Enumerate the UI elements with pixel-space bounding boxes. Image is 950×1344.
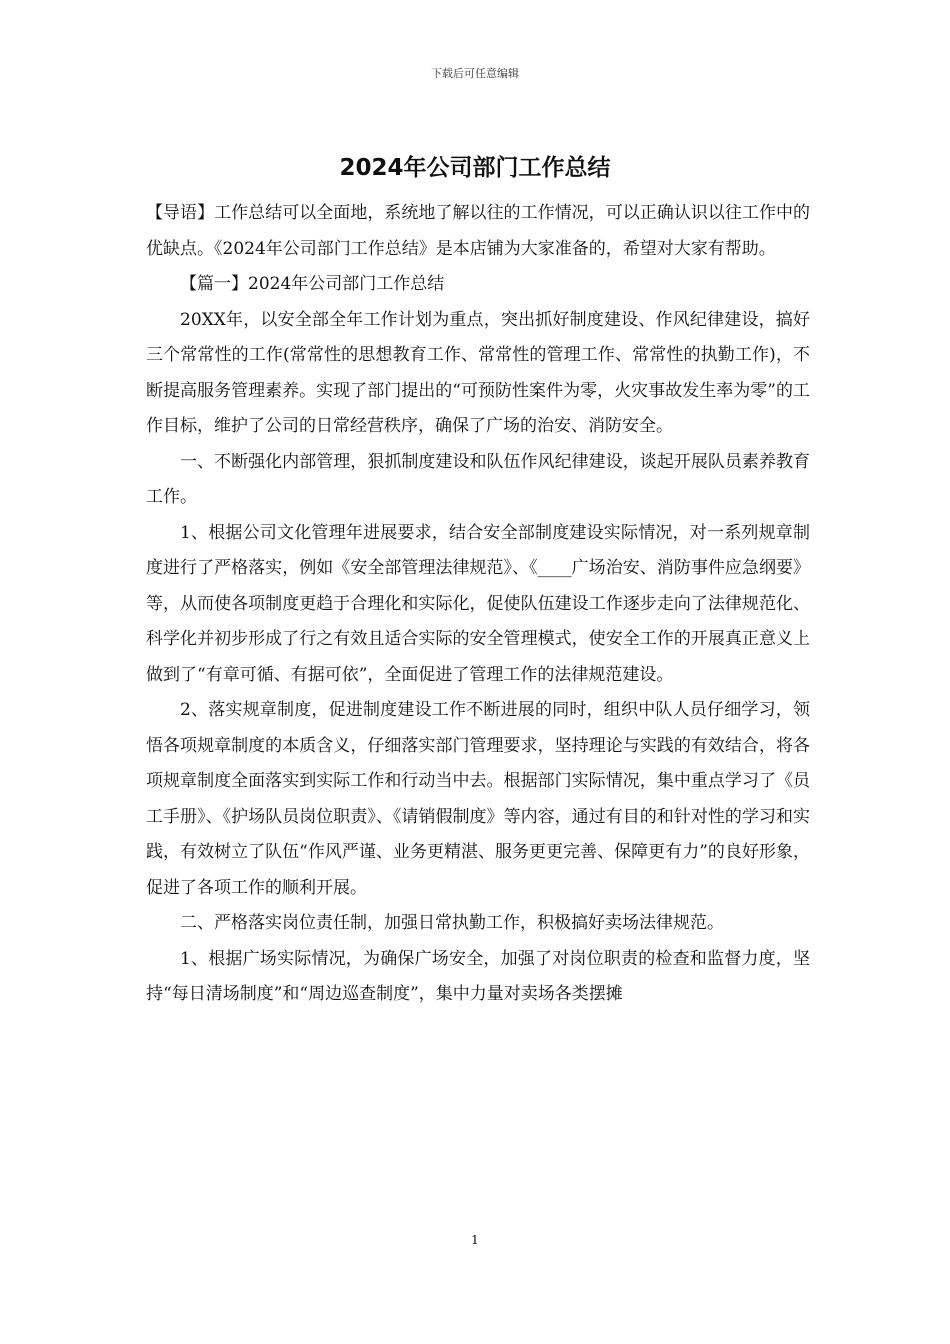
- intro-paragraph: 【导语】工作总结可以全面地，系统地了解以往的工作情况，可以正确认识以往工作中的优缺点。《2024年公司部门工作总结》是本店铺为大家准备的，希望对大家有帮助。: [146, 203, 810, 259]
- body-paragraph: 2、落实规章制度，促进制度建设工作不断进展的同时，组织中队人员仔细学习，领悟各项规章制度的本质含义，仔细落实部门管理要求，坚持理论与实践的有效结合，将各项规章制度全面落实到实际工作和行动当中去。根据部门实际情况，集中重点学习了《员工手册》、《护场队员岗位职责》、《请销假制度》等内容，通过有目的和针对性的学习和实践，有效树立了队伍“作风严谨、业务更精湛、服务更更完善、保障更有力”的良好形象，促进了各项工作的顺利开展。: [146, 700, 810, 898]
- body-paragraph: 1、根据公司文化管理年进展要求，结合安全部制度建设实际情况，对一系列规章制度进行了严格落实，例如《安全部管理法律规范》、《____广场治安、消防事件应急纲要》等，从而使各项制度更趋于合理化和实际化，促使队伍建设工作逐步走向了法律规范化、科学化并初步形成了行之有效且适合实际的安全管理模式，使安全工作的开展真正意义上做到了“有章可循、有据可依”，全面促进了管理工作的法律规范建设。: [146, 522, 810, 685]
- body-paragraph: 20XX年，以安全部全年工作计划为重点，突出抓好制度建设、作风纪律建设，搞好三个常常性的工作(常常性的思想教育工作、常常性的管理工作、常常性的执勤工作)，不断提高服务管理素养。实现了部门提出的“可预防性案件为零，火灾事故发生率为零”的工作目标，维护了公司的日常经营秩序，确保了广场的治安、消防安全。: [146, 309, 810, 436]
- document-title: 2024年公司部门工作总结: [339, 155, 611, 181]
- section-heading-part-one: 【篇一】2024年公司部门工作总结: [180, 274, 445, 294]
- page-number: 1: [471, 1233, 479, 1247]
- section-heading-two: 二、严格落实岗位责任制，加强日常执勤工作，积极搞好卖场法律规范。: [180, 913, 724, 933]
- section-heading-one: 一、不断强化内部管理，狠抓制度建设和队伍作风纪律建设，谈起开展队员素养教育工作。: [146, 451, 810, 507]
- page-header-note: 下载后可任意编辑: [431, 67, 519, 80]
- document-body: [146, 196, 810, 1013]
- body-paragraph: 1、根据广场实际情况，为确保广场安全，加强了对岗位职责的检查和监督力度，坚持“每日清场制度”和“周边巡查制度”，集中力量对卖场各类摆摊: [146, 948, 810, 1004]
